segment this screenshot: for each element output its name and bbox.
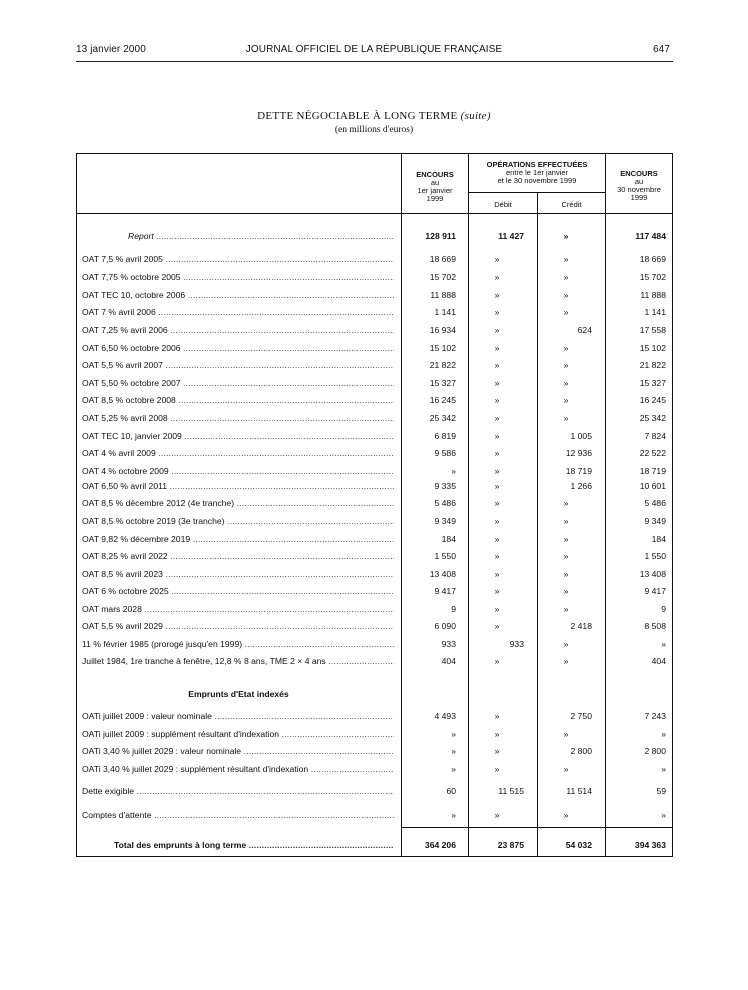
col-header-line: 1999 (630, 193, 648, 202)
cell-start: 9 (451, 604, 456, 614)
row-label: OAT 9,82 % décembre 2019 ..... (82, 534, 394, 544)
col-header-line: 1999 (426, 194, 444, 203)
table-row (0, 307, 748, 323)
cell-credit: » (563, 729, 569, 739)
cell-start: 364 206 (424, 840, 456, 850)
cell-end: 117 484 (635, 231, 666, 241)
table-row (0, 466, 748, 482)
row-label: OAT 5,5 % avril 2029 ..... (82, 621, 394, 631)
cell-credit: » (563, 516, 569, 526)
cell-credit: » (563, 290, 569, 300)
cell-end: » (661, 810, 666, 820)
table-title-suffix: (suite) (460, 110, 491, 122)
cell-end: 5 486 (644, 498, 666, 508)
cell-credit: » (563, 534, 569, 544)
cell-end: 10 601 (639, 481, 666, 491)
row-label: OAT 6 % octobre 2025 ..... (82, 586, 394, 596)
cell-credit: 12 936 (565, 448, 592, 458)
row-label: OAT 5,5 % avril 2007 ..... (82, 360, 394, 370)
table-row (0, 711, 748, 727)
cell-debit: » (494, 431, 500, 441)
cell-start: 25 342 (429, 413, 456, 423)
header-bottom-rule (76, 213, 673, 214)
table-subtitle: (en millions d'euros) (334, 125, 414, 135)
cell-start: 6 090 (434, 621, 456, 631)
cell-credit: » (563, 656, 569, 666)
row-label: OAT 5,50 % octobre 2007 ..... (82, 378, 394, 388)
header-rule (76, 61, 673, 62)
cell-start: 18 669 (429, 254, 456, 264)
cell-debit: » (494, 378, 500, 388)
row-label: OAT 4 % octobre 2009 ..... (82, 466, 394, 476)
cell-end: 15 102 (639, 343, 666, 353)
cell-start: » (451, 466, 456, 476)
table-row (0, 290, 748, 306)
row-label: Total des emprunts à long terme ..... (114, 840, 394, 850)
cell-credit: » (563, 343, 569, 353)
col-header-line: 1er janvier (417, 186, 453, 195)
cell-debit: » (494, 621, 500, 631)
cell-credit: 2 418 (570, 621, 592, 631)
table-row (0, 378, 748, 394)
cell-start: 21 822 (429, 360, 456, 370)
cell-start: 1 141 (434, 307, 456, 317)
cell-end: 9 417 (644, 586, 666, 596)
cell-start: 16 934 (429, 325, 456, 335)
cell-end: 16 245 (639, 395, 666, 405)
cell-end: 184 (651, 534, 666, 544)
col-header-debit: Débit (494, 200, 512, 209)
cell-debit: » (494, 272, 500, 282)
cell-end: 15 702 (639, 272, 666, 282)
cell-credit: » (563, 569, 569, 579)
cell-credit: » (563, 395, 569, 405)
row-label: OATi 3,40 % juillet 2029 : supplément résultant d'indexation ..... (82, 764, 394, 774)
cell-debit: » (494, 516, 500, 526)
table-row-total (0, 840, 748, 856)
cell-debit: » (494, 746, 500, 756)
table-row (0, 395, 748, 411)
cell-credit: » (563, 764, 569, 774)
row-label: OATi juillet 2009 : supplément résultant d'indexation ..... (82, 729, 394, 739)
section-title-indexed: Emprunts d'Etat indexés (188, 689, 289, 699)
cell-end: 13 408 (639, 569, 666, 579)
row-label: OAT 8,5 % avril 2023 ..... (82, 569, 394, 579)
table-row (0, 360, 748, 376)
cell-credit: » (563, 604, 569, 614)
cell-debit: 11 515 (498, 786, 524, 796)
cell-start: » (451, 764, 456, 774)
cell-debit: » (494, 498, 500, 508)
col-header-line: et le 30 novembre 1999 (497, 176, 577, 185)
col-header-line: au (430, 178, 440, 187)
cell-credit: » (563, 586, 569, 596)
cell-credit: » (563, 639, 569, 649)
cell-credit: » (563, 498, 569, 508)
header-date: 13 janvier 2000 (76, 44, 146, 55)
cell-start: 6 819 (434, 431, 456, 441)
cell-debit: » (494, 764, 500, 774)
cell-debit: » (494, 586, 500, 596)
table-row (0, 498, 748, 514)
header-journal-title: JOURNAL OFFICIEL DE LA RÉPUBLIQUE FRANÇAISE (245, 44, 503, 55)
cell-start: 5 486 (434, 498, 456, 508)
cell-end: 7 243 (644, 711, 666, 721)
cell-start: » (451, 729, 456, 739)
cell-debit: » (494, 307, 500, 317)
cell-end: 59 (656, 786, 666, 796)
cell-end: 15 327 (639, 378, 666, 388)
cell-end: 2 800 (644, 746, 666, 756)
cell-start: 11 888 (430, 290, 456, 300)
cell-start: 9 335 (434, 481, 456, 491)
table-row (0, 343, 748, 359)
row-label: OAT 8,5 % décembre 2012 (4e tranche) ..... (82, 498, 394, 508)
col-header-credit: Crédit (561, 200, 582, 209)
cell-end: 18 719 (639, 466, 666, 476)
cell-end: 404 (651, 656, 666, 666)
cell-start: 128 911 (425, 231, 456, 241)
cell-debit: » (494, 395, 500, 405)
cell-credit: » (563, 231, 569, 241)
table-row-report (0, 231, 748, 247)
cell-credit: 54 032 (565, 840, 592, 850)
cell-debit: » (494, 604, 500, 614)
row-label: Juillet 1984, 1re tranche à fenêtre, 12,8 % 8 ans, TME 2 × 4 ans ..... (82, 656, 394, 666)
cell-end: 17 558 (639, 325, 666, 335)
cell-start: 9 586 (434, 448, 456, 458)
table-row (0, 448, 748, 464)
table-row (0, 272, 748, 288)
cell-credit: 1 266 (570, 481, 592, 491)
table-row (0, 431, 748, 447)
row-label: OAT 8,25 % avril 2022 ..... (82, 551, 394, 561)
cell-debit: » (494, 569, 500, 579)
col-header-line: OPÉRATIONS EFFECTUÉES (486, 160, 588, 169)
table-row (0, 481, 748, 497)
table-title (0, 110, 748, 122)
operations-subheader-rule (469, 192, 605, 193)
cell-end: 1 141 (644, 307, 666, 317)
cell-end: 394 363 (634, 840, 666, 850)
table-row (0, 729, 748, 745)
cell-credit: » (563, 413, 569, 423)
row-label: OAT TEC 10, octobre 2006 ..... (82, 290, 394, 300)
col-header-encours-end (606, 170, 672, 202)
cell-start: 15 702 (429, 272, 456, 282)
cell-debit: » (494, 325, 500, 335)
row-label: OAT 7 % avril 2006 ..... (82, 307, 394, 317)
cell-credit: » (563, 272, 569, 282)
cell-debit: » (494, 343, 500, 353)
row-label: OAT 5,25 % avril 2008 ..... (82, 413, 394, 423)
cell-credit: 18 719 (565, 466, 592, 476)
cell-end: 25 342 (639, 413, 666, 423)
cell-debit: 11 427 (498, 231, 524, 241)
cell-debit: » (494, 413, 500, 423)
row-label: OAT 7,75 % octobre 2005 ..... (82, 272, 394, 282)
cell-start: 184 (441, 534, 456, 544)
row-label: Comptes d'attente ..... (82, 810, 394, 820)
col-header-line: 30 novembre (617, 185, 661, 194)
cell-credit: » (563, 360, 569, 370)
total-rule (401, 827, 673, 828)
row-label: OAT 6,50 % octobre 2006 ..... (82, 343, 394, 353)
cell-start: 933 (441, 639, 456, 649)
table-row (0, 621, 748, 637)
table-row (0, 586, 748, 602)
col-header-line: ENCOURS (620, 169, 658, 178)
cell-end: 9 349 (644, 516, 666, 526)
cell-debit: » (494, 481, 500, 491)
row-label: OAT mars 2028 ..... (82, 604, 394, 614)
table-row (0, 413, 748, 429)
row-label: Dette exigible ..... (82, 786, 394, 796)
table-row (0, 254, 748, 270)
cell-debit: » (494, 254, 500, 264)
row-label: OATi juillet 2009 : valeur nominale ..... (82, 711, 394, 721)
cell-end: » (661, 639, 666, 649)
cell-debit: 933 (509, 639, 524, 649)
cell-start: 13 408 (429, 569, 456, 579)
cell-debit: » (494, 466, 500, 476)
col-header-line: au (634, 177, 644, 186)
cell-start: » (451, 746, 456, 756)
table-row (0, 786, 748, 802)
table-row (0, 604, 748, 620)
cell-debit: » (494, 360, 500, 370)
cell-credit: 11 514 (566, 786, 592, 796)
row-label: OAT TEC 10, janvier 2009 ..... (82, 431, 394, 441)
cell-end: 22 522 (639, 448, 666, 458)
cell-start: 15 327 (429, 378, 456, 388)
cell-credit: » (563, 307, 569, 317)
cell-debit: » (494, 448, 500, 458)
cell-debit: » (494, 810, 500, 820)
cell-end: 18 669 (639, 254, 666, 264)
cell-credit: » (563, 378, 569, 388)
cell-start: 15 102 (429, 343, 456, 353)
cell-start: 9 349 (434, 516, 456, 526)
table-row (0, 325, 748, 341)
cell-start: 60 (446, 786, 456, 796)
col-header-encours-start (402, 171, 468, 203)
table-row (0, 534, 748, 550)
cell-credit: » (563, 254, 569, 264)
cell-debit: » (494, 711, 500, 721)
row-label: 11 % février 1985 (prorogé jusqu'en 1999) ..... (82, 639, 394, 649)
cell-end: 8 508 (644, 621, 666, 631)
cell-start: 1 550 (434, 551, 456, 561)
cell-end: » (661, 764, 666, 774)
cell-start: 9 417 (434, 586, 456, 596)
cell-debit: » (494, 551, 500, 561)
cell-debit: » (494, 290, 500, 300)
cell-end: 9 (661, 604, 666, 614)
cell-credit: 2 750 (570, 711, 592, 721)
cell-end: 7 824 (644, 431, 666, 441)
cell-credit: » (563, 810, 569, 820)
row-label: OAT 8,5 % octobre 2019 (3e tranche) ..... (82, 516, 394, 526)
cell-credit: » (563, 551, 569, 561)
cell-end: 11 888 (640, 290, 666, 300)
cell-end: 1 550 (644, 551, 666, 561)
header-page-number: 647 (653, 44, 670, 55)
table-row (0, 551, 748, 567)
row-label: OAT 4 % avril 2009 ..... (82, 448, 394, 458)
cell-end: 21 822 (639, 360, 666, 370)
cell-debit: » (494, 534, 500, 544)
row-label: Report ..... (128, 231, 394, 241)
cell-debit: » (494, 656, 500, 666)
col-header-line: ENCOURS (416, 170, 454, 179)
table-row (0, 639, 748, 655)
table-row (0, 569, 748, 585)
row-label: OAT 6,50 % avril 2011 ..... (82, 481, 394, 491)
row-label: OAT 7,5 % avril 2005 ..... (82, 254, 394, 264)
cell-start: 404 (441, 656, 456, 666)
table-row (0, 746, 748, 762)
table-row (0, 656, 748, 672)
cell-start: 16 245 (429, 395, 456, 405)
cell-start: » (451, 810, 456, 820)
table-row (0, 764, 748, 780)
table-row (0, 516, 748, 532)
table-row (0, 810, 748, 826)
cell-credit: 624 (577, 325, 592, 335)
cell-debit: » (494, 729, 500, 739)
cell-end: » (661, 729, 666, 739)
cell-credit: 2 800 (570, 746, 592, 756)
row-label: OAT 8,5 % octobre 2008 ..... (82, 395, 394, 405)
table-title-text: DETTE NÉGOCIABLE À LONG TERME (257, 110, 458, 122)
row-label: OATi 3,40 % juillet 2029 : valeur nominale ..... (82, 746, 394, 756)
cell-credit: 1 005 (570, 431, 592, 441)
col-header-operations (469, 161, 605, 185)
cell-debit: 23 875 (497, 840, 524, 850)
cell-start: 4 493 (434, 711, 456, 721)
row-label: OAT 7,25 % avril 2006 ..... (82, 325, 394, 335)
col-header-line: entre le 1er janvier (505, 168, 569, 177)
